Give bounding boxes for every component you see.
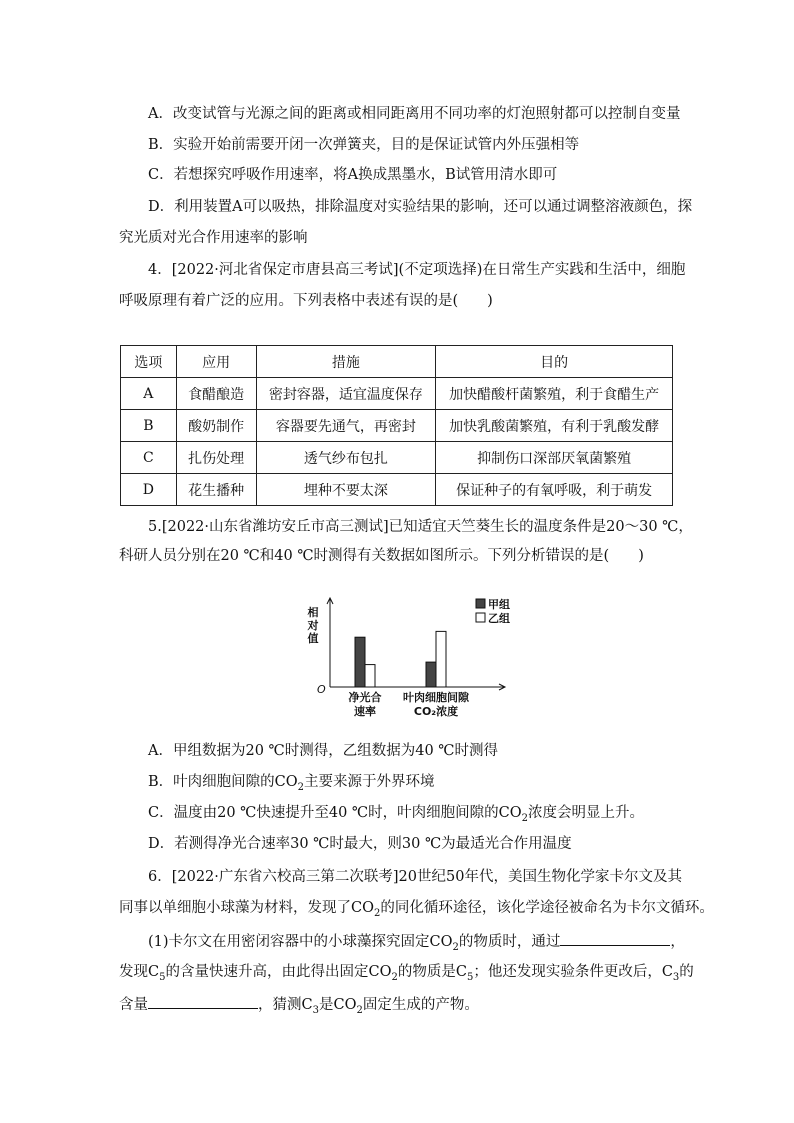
- table-header-row: [121, 346, 673, 378]
- table-cell: 密封容器，适宜温度保存: [256, 378, 436, 410]
- table-header-cell: 应用: [176, 346, 256, 378]
- table-cell: C: [121, 442, 177, 474]
- bar: [436, 631, 446, 687]
- table-cell: 酸奶制作: [176, 410, 256, 442]
- table-cell: B: [121, 410, 177, 442]
- table-cell: 抑制伤口深部厌氧菌繁殖: [436, 442, 673, 474]
- legend-swatch: [476, 613, 485, 622]
- subscript: 3: [312, 1004, 319, 1016]
- table-header-cell: 选项: [121, 346, 177, 378]
- q6-stem-line1: 6．[2022·广东省六校高三第二次联考]20世纪50年代，美国生物化学家卡尔文及其: [148, 869, 682, 885]
- q5-option-b: [148, 771, 435, 793]
- table-cell: 扎伤处理: [176, 442, 256, 474]
- subscript: 3: [672, 971, 680, 983]
- y-axis-label: 值: [307, 632, 319, 645]
- q4-table: [120, 345, 673, 506]
- table-row: [121, 442, 673, 474]
- text-run: 同事以单细胞小球藻为材料，发现了CO: [119, 900, 374, 916]
- table-cell: 花生播种: [176, 474, 256, 506]
- table-cell: 埋种不要太深: [256, 474, 436, 506]
- text-run: B．叶肉细胞间隙的CO: [148, 774, 298, 790]
- text-run: 发现C: [119, 964, 160, 980]
- q6-part1-line2: [119, 961, 694, 983]
- category-label: 叶肉细胞间隙: [403, 691, 469, 704]
- q3-option-d-line2: 究光质对光合作用速率的影响: [119, 230, 308, 246]
- category-label: 速率: [354, 705, 376, 718]
- text-run: 的含量快速升高，由此得出固定CO: [165, 964, 392, 980]
- subscript: 5: [159, 971, 166, 983]
- table-cell: 透气纱布包扎: [256, 442, 436, 474]
- table-cell: A: [121, 378, 177, 410]
- y-axis-label: 相: [307, 606, 319, 619]
- table-cell: 食醋酿造: [176, 378, 256, 410]
- y-axis-label: 对: [307, 619, 319, 632]
- answer-blank-1[interactable]: [560, 929, 670, 946]
- q6-stem-line2: [119, 897, 714, 919]
- bar: [355, 637, 365, 687]
- text-run: C．温度由20 ℃快速提升至40 ℃时，叶肉细胞间隙的CO: [148, 805, 522, 821]
- text-run: (1)卡尔文在用密闭容器中的小球藻探究固定CO: [148, 934, 453, 950]
- text-run: 的: [679, 964, 694, 980]
- table-cell: 保证种子的有氧呼吸，利于萌发: [436, 474, 673, 506]
- q3-option-a: A．改变试管与光源之间的距离或相同距离用不同功率的灯泡照射都可以控制自变量: [148, 106, 681, 122]
- subscript: 2: [391, 971, 398, 983]
- subscript: 2: [452, 941, 459, 953]
- text-run: 的同化循环途径，该化学途径被命名为卡尔文循环。: [380, 900, 714, 916]
- subscript: 2: [356, 1004, 363, 1016]
- q3-option-c: C．若想探究呼吸作用速率，将A换成黑墨水，B试管用清水即可: [148, 167, 558, 183]
- q5-option-c: [148, 802, 644, 824]
- q5-bar-chart: [300, 588, 540, 728]
- text-run: 的物质是C: [397, 964, 467, 980]
- table-cell: 加快乳酸菌繁殖，有利于乳酸发酵: [436, 410, 673, 442]
- text-run: ，: [670, 934, 685, 950]
- table-row: [121, 410, 673, 442]
- subscript: 2: [297, 781, 305, 793]
- q3-option-d-line1: D．利用装置A可以吸热，排除温度对实验结果的影响，还可以通过调整溶液颜色，探: [148, 199, 693, 215]
- subscript: 5: [466, 971, 474, 983]
- category-label: CO₂浓度: [413, 705, 459, 718]
- bar: [426, 662, 436, 687]
- subscript: 2: [373, 907, 381, 919]
- subscript: 2: [521, 812, 529, 824]
- text-run: ；他还发现实验条件更改后，C: [473, 964, 673, 980]
- q4-stem-line1: 4．[2022·河北省保定市唐县高三考试](不定项选择)在日常生产实践和生活中，细胞: [148, 262, 686, 278]
- q6-part1-line3: [119, 992, 479, 1016]
- table-row: [121, 474, 673, 506]
- text-run: 是CO: [318, 997, 357, 1013]
- text-run: 含量: [119, 997, 148, 1013]
- q5-stem-line2: 科研人员分别在20 ℃和40 ℃时测得有关数据如图所示。下列分析错误的是( ): [119, 548, 644, 564]
- q3-option-b: B．实验开始前需要开闭一次弹簧夹，目的是保证试管内外压强相等: [148, 137, 580, 153]
- origin-label: O: [317, 683, 326, 696]
- answer-blank-2[interactable]: [148, 992, 258, 1009]
- text-run: 固定生成的产物。: [362, 997, 479, 1013]
- table-row: [121, 378, 673, 410]
- table-header-cell: 措施: [256, 346, 436, 378]
- text-run: 浓度会明显上升。: [528, 805, 645, 821]
- q4-stem-line2: 呼吸原理有着广泛的应用。下列表格中表述有误的是( ): [119, 293, 493, 309]
- table-cell: 容器要先通气，再密封: [256, 410, 436, 442]
- table-cell: 加快醋酸杆菌繁殖，利于食醋生产: [436, 378, 673, 410]
- q5-option-d: D．若测得净光合速率30 ℃时最大，则30 ℃为最适光合作用温度: [148, 836, 572, 852]
- text-run: ，猜测C: [258, 997, 313, 1013]
- text-run: 主要来源于外界环境: [304, 774, 435, 790]
- q6-part1-line1: [148, 929, 685, 953]
- text-run: 的物质时，通过: [458, 934, 561, 950]
- q5-stem-line1: 5.[2022·山东省潍坊安丘市高三测试]已知适宜天竺葵生长的温度条件是20～30 ℃，: [148, 519, 693, 535]
- category-label: 净光合: [348, 691, 382, 704]
- legend-label: 甲组: [488, 598, 510, 611]
- q5-option-a: A．甲组数据为20 ℃时测得，乙组数据为40 ℃时测得: [148, 743, 499, 759]
- legend-label: 乙组: [488, 612, 510, 625]
- table-cell: D: [121, 474, 177, 506]
- legend-swatch: [476, 599, 485, 608]
- bar: [365, 665, 375, 687]
- table-header-cell: 目的: [436, 346, 673, 378]
